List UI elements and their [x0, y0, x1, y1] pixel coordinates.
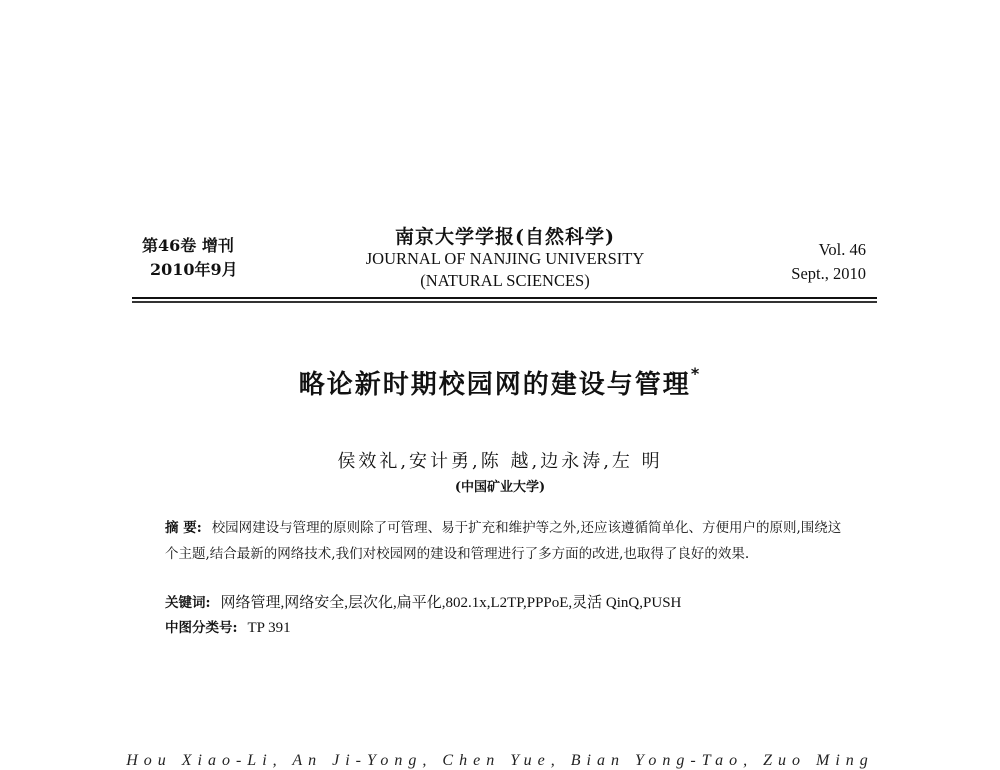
english-authors-cutoff: Hou Xiao-Li, An Ji-Yong, Chen Yue, Bian Yong-Tao, Zuo Ming [126, 752, 874, 769]
volume-cn: 第46卷 增刊 [142, 236, 234, 255]
classification-label: 中图分类号: [165, 620, 238, 636]
header-rule-bottom [132, 301, 877, 303]
header-right [791, 238, 866, 286]
journal-subtitle-en: (NATURAL SCIENCES) [420, 271, 590, 290]
journal-masthead [320, 226, 690, 292]
journal-title-cn: 南京大学学报(自然科学) [395, 226, 615, 248]
header-rule-top [132, 297, 877, 299]
header-left [142, 234, 238, 282]
article-title-text: 略论新时期校园网的建设与管理 [298, 370, 691, 400]
date-cn: 2010年9月 [150, 260, 238, 279]
abstract-label: 摘 要: [165, 520, 202, 536]
keywords-text: 网络管理,网络安全,层次化,扁平化,802.1x,L2TP,PPPoE,灵活 QinQ,PUSH [220, 595, 682, 611]
journal-title-en: JOURNAL OF NANJING UNIVERSITY [365, 249, 645, 268]
article-title [0, 364, 1000, 401]
author-list: 侯效礼,安计勇,陈 越,边永涛,左 明 [337, 451, 663, 472]
abstract-text: 校园网建设与管理的原则除了可管理、易于扩充和维护等之外,还应该遵循简单化、方便用户的原则,围绕这个主题,结合最新的网络技术,我们对校园网的建设和管理进行了多方面的改进,也取得了良好的效果. [165, 520, 842, 562]
keywords [165, 592, 681, 614]
abstract [165, 515, 843, 567]
title-footnote-mark: * [690, 364, 702, 384]
volume-en: Vol. 46 [818, 240, 866, 259]
classification-value: TP 391 [247, 620, 291, 636]
keywords-label: 关键词: [165, 595, 211, 611]
date-en: Sept., 2010 [791, 264, 866, 283]
classification [165, 617, 291, 639]
affiliation: (中国矿业大学) [454, 480, 546, 495]
